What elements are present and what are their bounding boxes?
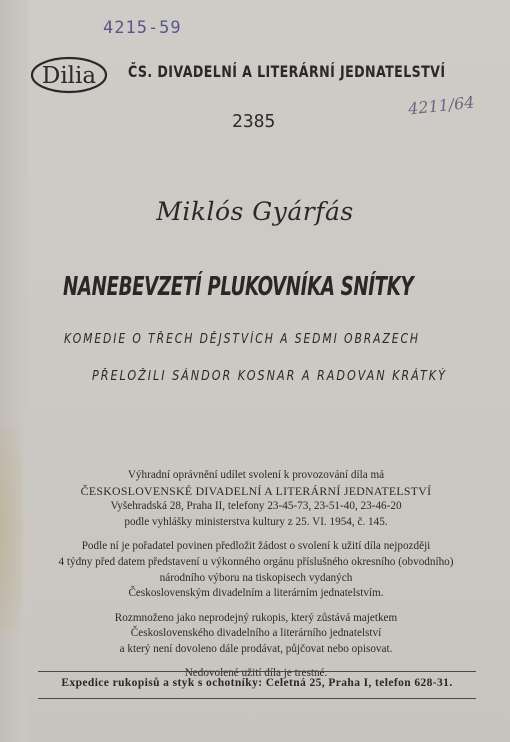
catalog-number: 2385 — [232, 111, 276, 132]
rights-line: Výhradní oprávnění udílet svolení k provozování díla má — [127, 469, 385, 481]
rights-line: Rozmnoženo jako neprodejný rukopis, který zůstává majetkem — [114, 611, 398, 624]
publisher-name: ČS. DIVADELNÍ A LITERÁRNÍ JEDNATELSTVÍ — [128, 62, 446, 81]
handwritten-inventory-number: 4215-59 — [103, 18, 182, 38]
author-signature: Miklós Gyárfás — [156, 197, 354, 226]
footer-rule — [38, 671, 476, 672]
rights-line: ČESKOSLOVENSKÉ DIVADELNÍ A LITERÁRNÍ JEDNATELSTVÍ — [80, 483, 432, 498]
rights-notice — [52, 468, 460, 681]
rights-line: Podle ní je pořadatel povinen předložit žádost o svolení k užití díla nejpozději — [81, 540, 431, 553]
rights-line: Vyšehradská 28, Praha II, telefony 23-45-73, 23-51-40, 23-46-20 — [110, 500, 402, 513]
logo-text: Dilia — [41, 63, 97, 89]
paper-stain — [0, 430, 22, 630]
footer-address: Expedice rukopisů a styk s ochotníky: Celetná 25, Praha I, telefon 628-31. — [61, 677, 453, 689]
rights-line: Československého divadelního a literárního jednatelství — [130, 627, 382, 640]
play-subtitle: KOMEDIE O TŘECH DĚJSTVÍCH A SEDMI OBRAZECH — [64, 332, 420, 347]
prohibition-notice: Nedovolené užití díla je trestné. — [184, 666, 328, 679]
rights-line: 4 týdny před datem představení u výkonného orgánu příslušného okresního (obvodního) — [58, 555, 454, 568]
rights-line: národního výboru na tiskopisech vydaných — [159, 571, 353, 584]
rights-line: podle vyhlášky ministerstva kultury z 25. VI. 1954, č. 145. — [124, 515, 388, 528]
rights-line: Československým divadelním a literárním jednatelstvím. — [128, 587, 384, 600]
handwritten-corner-note: 4211/64 — [407, 92, 476, 119]
translators-line: PŘELOŽILI SÁNDOR KOSNAR A RADOVAN KRÁTKÝ — [92, 369, 447, 384]
rights-line: a který není dovoleno dále prodávat, půjčovat nebo opisovat. — [119, 642, 393, 655]
footer-rule — [38, 698, 476, 699]
play-title: NANEBEVZETÍ PLUKOVNÍKA SNÍTKY — [63, 272, 414, 302]
dilia-logo — [30, 56, 108, 94]
spine-shadow — [0, 0, 28, 742]
